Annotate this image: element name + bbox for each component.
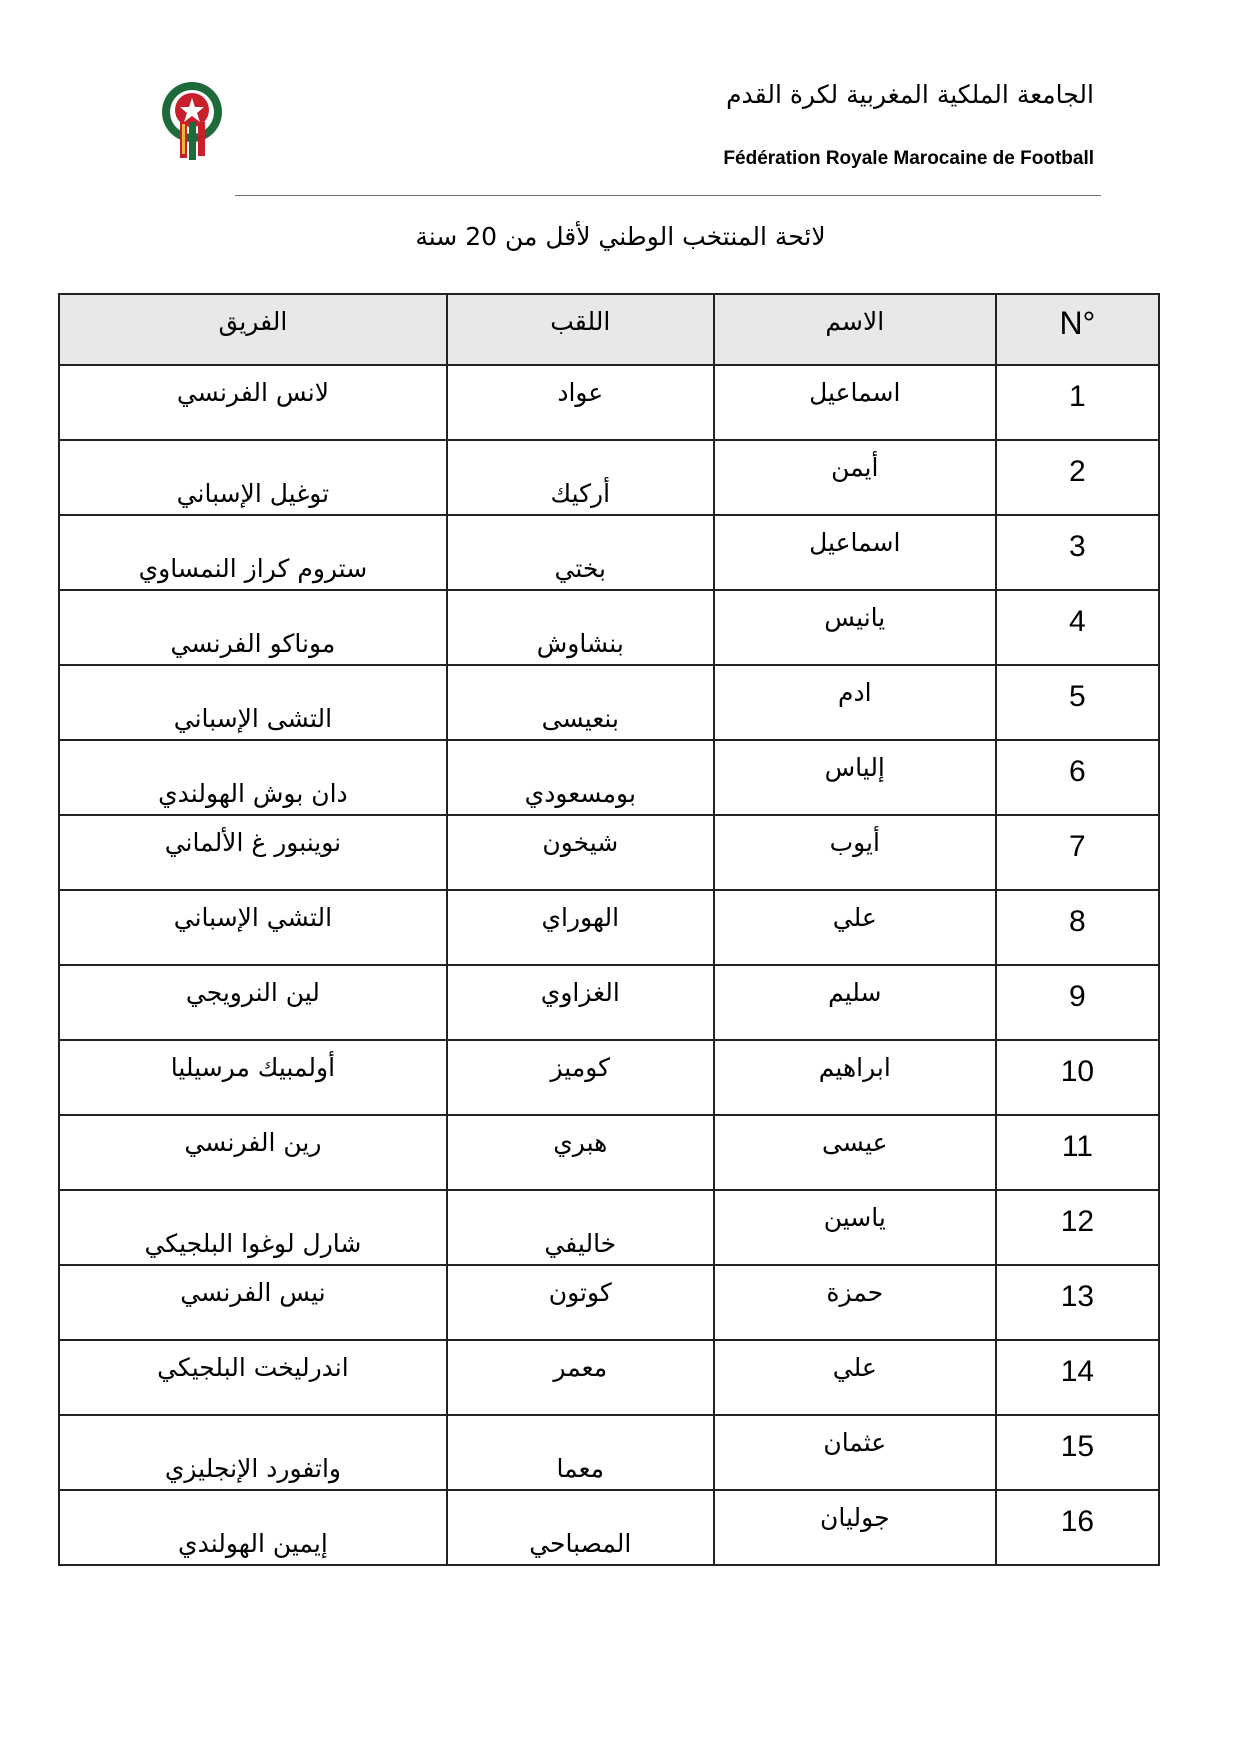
- team-cell: [59, 1040, 447, 1115]
- table-row: [59, 440, 1159, 515]
- number-text: 6: [1069, 755, 1086, 788]
- team-text: اندرليخت البلجيكي: [157, 1353, 349, 1382]
- number-text: 2: [1069, 455, 1086, 488]
- first-name-text: علي: [832, 1353, 877, 1382]
- team-text: لانس الفرنسي: [176, 378, 329, 407]
- first-name-cell: [714, 365, 996, 440]
- last-name-cell: [447, 965, 714, 1040]
- last-name-text: بختي: [554, 554, 607, 583]
- number-text: 8: [1069, 905, 1086, 938]
- table-row: [59, 1340, 1159, 1415]
- team-text: أولمبيك مرسيليا: [170, 1053, 336, 1082]
- team-text: شارل لوغوا البلجيكي: [144, 1229, 362, 1258]
- number-cell: [996, 515, 1159, 590]
- number-text: 9: [1069, 980, 1086, 1013]
- table-header-row: [59, 294, 1159, 365]
- roster-table: [58, 293, 1160, 1566]
- org-name-arabic: الجامعة الملكية المغربية لكرة القدم: [726, 80, 1094, 109]
- team-text: رين الفرنسي: [184, 1128, 322, 1157]
- team-cell: [59, 1490, 447, 1565]
- team-text: نوينبور غ الألماني: [164, 828, 342, 857]
- number-cell: [996, 1190, 1159, 1265]
- number-cell: [996, 1340, 1159, 1415]
- team-cell: [59, 590, 447, 665]
- number-text: 11: [1061, 1130, 1093, 1163]
- number-text: 14: [1060, 1355, 1095, 1388]
- last-name-cell: [447, 590, 714, 665]
- table-row: [59, 890, 1159, 965]
- last-name-text: كوتون: [548, 1278, 612, 1307]
- last-name-text: هبري: [553, 1128, 608, 1157]
- table-row: [59, 365, 1159, 440]
- table-row: [59, 1190, 1159, 1265]
- last-name-text: الهوراي: [541, 903, 620, 932]
- last-name-cell: [447, 440, 714, 515]
- table-row: [59, 590, 1159, 665]
- first-name-cell: [714, 665, 996, 740]
- column-header-number: N°: [996, 294, 1159, 365]
- document-title: لائحة المنتخب الوطني لأقل من 20 سنة: [415, 222, 826, 251]
- number-text: 4: [1069, 605, 1086, 638]
- last-name-text: كوميز: [550, 1053, 611, 1082]
- first-name-cell: [714, 590, 996, 665]
- first-name-text: إلياس: [824, 753, 885, 782]
- table-row: [59, 740, 1159, 815]
- team-cell: [59, 965, 447, 1040]
- team-text: نيس الفرنسي: [180, 1278, 326, 1307]
- last-name-text: بومسعودي: [524, 779, 636, 808]
- last-name-cell: [447, 1265, 714, 1340]
- column-header-last-name: اللقب: [447, 294, 714, 365]
- team-cell: [59, 440, 447, 515]
- number-cell: [996, 1415, 1159, 1490]
- number-text: 16: [1060, 1505, 1095, 1538]
- first-name-text: أيمن: [831, 453, 879, 482]
- first-name-cell: [714, 1190, 996, 1265]
- team-cell: [59, 1265, 447, 1340]
- first-name-text: عيسى: [821, 1128, 888, 1157]
- team-text: التشي الإسباني: [173, 903, 333, 932]
- number-cell: [996, 665, 1159, 740]
- last-name-cell: [447, 1040, 714, 1115]
- table-row: [59, 1115, 1159, 1190]
- number-cell: [996, 1040, 1159, 1115]
- first-name-text: ادم: [837, 678, 872, 707]
- number-cell: [996, 365, 1159, 440]
- last-name-cell: [447, 515, 714, 590]
- team-text: موناكو الفرنسي: [170, 629, 336, 658]
- last-name-text: أركيك: [550, 479, 611, 508]
- first-name-cell: [714, 1115, 996, 1190]
- team-text: توغيل الإسباني: [176, 479, 330, 508]
- number-text: 10: [1060, 1055, 1095, 1088]
- number-text: 15: [1060, 1430, 1095, 1463]
- number-cell: [996, 965, 1159, 1040]
- first-name-cell: [714, 515, 996, 590]
- last-name-cell: [447, 815, 714, 890]
- table-row: [59, 665, 1159, 740]
- team-cell: [59, 740, 447, 815]
- last-name-text: شيخون: [542, 828, 619, 857]
- last-name-cell: [447, 1490, 714, 1565]
- column-header-first-name: الاسم: [714, 294, 996, 365]
- team-text: إيمين الهولندي: [178, 1529, 328, 1558]
- number-cell: [996, 740, 1159, 815]
- last-name-cell: [447, 365, 714, 440]
- first-name-text: عثمان: [823, 1428, 887, 1457]
- last-name-cell: [447, 1415, 714, 1490]
- number-text: 5: [1069, 680, 1086, 713]
- team-cell: [59, 1340, 447, 1415]
- last-name-cell: [447, 740, 714, 815]
- first-name-cell: [714, 1340, 996, 1415]
- first-name-cell: [714, 1415, 996, 1490]
- number-cell: [996, 440, 1159, 515]
- last-name-text: الغزاوي: [540, 978, 620, 1007]
- number-text: 13: [1060, 1280, 1095, 1313]
- number-text: 12: [1060, 1205, 1095, 1238]
- last-name-cell: [447, 890, 714, 965]
- team-text: ستروم كراز النمساوي: [138, 554, 368, 583]
- column-header-team: الفريق: [59, 294, 447, 365]
- last-name-cell: [447, 1340, 714, 1415]
- first-name-text: علي: [832, 903, 877, 932]
- team-text: دان بوش الهولندي: [158, 779, 348, 808]
- team-cell: [59, 890, 447, 965]
- number-cell: [996, 1490, 1159, 1565]
- table-row: [59, 1490, 1159, 1565]
- first-name-cell: [714, 815, 996, 890]
- table-row: [59, 1265, 1159, 1340]
- last-name-text: بنعيسى: [541, 704, 619, 733]
- team-cell: [59, 515, 447, 590]
- team-text: التشى الإسباني: [173, 704, 333, 733]
- last-name-cell: [447, 1190, 714, 1265]
- team-cell: [59, 1415, 447, 1490]
- number-text: 3: [1069, 530, 1086, 563]
- first-name-text: ابراهيم: [818, 1053, 891, 1082]
- team-cell: [59, 1190, 447, 1265]
- table-row: [59, 965, 1159, 1040]
- number-cell: [996, 890, 1159, 965]
- number-text: 1: [1069, 380, 1086, 413]
- team-text: واتفورد الإنجليزي: [164, 1454, 341, 1483]
- team-cell: [59, 665, 447, 740]
- org-name-french: Fédération Royale Marocaine de Football: [723, 148, 1094, 169]
- last-name-text: المصباحي: [529, 1529, 632, 1558]
- first-name-text: ياسين: [823, 1203, 886, 1232]
- first-name-text: اسماعيل: [809, 378, 901, 407]
- number-cell: [996, 1115, 1159, 1190]
- last-name-text: بنشاوش: [536, 629, 624, 658]
- table-row: [59, 515, 1159, 590]
- first-name-text: حمزة: [826, 1278, 884, 1307]
- roster-body: [59, 365, 1159, 1565]
- table-row: [59, 1040, 1159, 1115]
- first-name-cell: [714, 740, 996, 815]
- first-name-text: سليم: [828, 978, 882, 1007]
- last-name-text: معمر: [553, 1353, 608, 1382]
- team-text: لين النرويجي: [185, 978, 320, 1007]
- first-name-text: اسماعيل: [809, 528, 901, 557]
- first-name-text: جوليان: [820, 1503, 890, 1532]
- number-cell: [996, 590, 1159, 665]
- header-divider: [235, 195, 1101, 196]
- first-name-cell: [714, 1040, 996, 1115]
- team-cell: [59, 365, 447, 440]
- last-name-text: معما: [556, 1454, 605, 1483]
- table-row: [59, 815, 1159, 890]
- first-name-cell: [714, 1490, 996, 1565]
- number-cell: [996, 1265, 1159, 1340]
- first-name-cell: [714, 1265, 996, 1340]
- first-name-text: يانيس: [824, 603, 886, 632]
- last-name-text: عواد: [557, 378, 604, 407]
- first-name-cell: [714, 965, 996, 1040]
- frmf-crest-icon: [160, 80, 224, 162]
- team-cell: [59, 1115, 447, 1190]
- team-cell: [59, 815, 447, 890]
- last-name-cell: [447, 1115, 714, 1190]
- table-row: [59, 1415, 1159, 1490]
- first-name-cell: [714, 890, 996, 965]
- first-name-text: أيوب: [829, 828, 880, 857]
- last-name-text: خاليفي: [544, 1229, 617, 1258]
- last-name-cell: [447, 665, 714, 740]
- number-cell: [996, 815, 1159, 890]
- first-name-cell: [714, 440, 996, 515]
- number-text: 7: [1069, 830, 1086, 863]
